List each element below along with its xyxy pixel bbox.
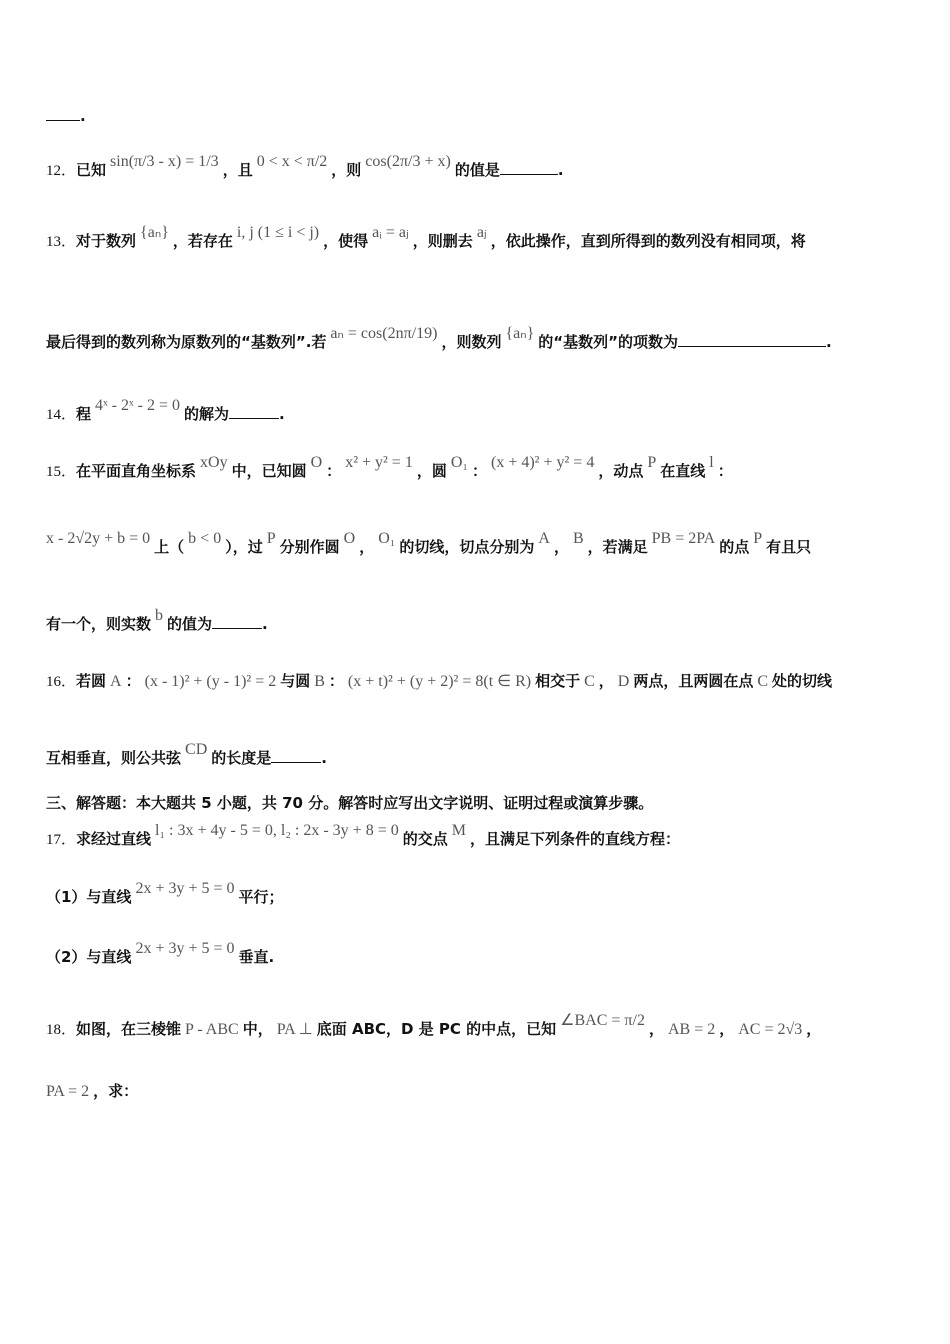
math-expression: ∠BAC = π/2 [560,1011,645,1029]
math-expression: xOy [200,453,228,471]
math-expression: l₁ : 3x + 4y - 5 = 0, l₂ : 2x - 3y + 8 = 0 [155,821,399,839]
question-15-line2: x - 2√2y + b = 0 上（ b < 0 ），过 P 分别作圆 O ， O₁ 的切线，切点分别为 A ， B ，若满足 PB = 2PA 的点 P 有且只 [46,529,812,556]
question-number: 18． [46,1022,77,1038]
question-14: 14．程 4ˣ - 2ˣ - 2 = 0 的解为 . [46,396,285,423]
math-expression: sin(π/3 - x) = 1/3 [110,152,219,170]
math-expression: CD [185,740,208,758]
answer-blank [500,158,558,175]
math-expression: aₙ = cos(2nπ/19) [330,324,438,342]
question-17: 17．求经过直线 l₁ : 3x + 4y - 5 = 0, l₂ : 2x - 3y + 8 = 0 的交点 M ，且满足下列条件的直线方程： [46,821,680,848]
math-expression: M [451,821,466,839]
question-15-line3: 有一个，则实数 b 的值为 . [46,606,268,633]
math-expression: P [647,453,657,471]
math-expression: C [757,672,769,690]
section-3-header: 三、解答题：本大题共 5 小题，共 70 分。解答时应写出文字说明、证明过程或演算步骤。 [46,794,654,812]
math-expression: cos(2π/3 + x) [365,152,451,170]
question-18-line1: 18．如图，在三棱锥 P - ABC 中， PA ⊥ 底面 ABC，D 是 PC 的中点，已知 ∠BAC = π/2 ， AB = 2 ， AC = 2√3 ， [46,1018,910,1041]
math-expression: O₁ [450,453,468,471]
question-number: 14． [46,407,77,423]
math-expression: B [314,672,325,690]
math-expression: x² + y² = 1 [345,453,413,471]
math-expression: PA = 2 [46,1082,90,1100]
question-number: 12． [46,163,77,179]
math-expression: b [155,606,164,624]
question-number: 16． [46,674,77,690]
math-expression: aⱼ [476,223,487,241]
math-expression: aᵢ = aⱼ [372,223,409,241]
answer-blank [271,746,321,763]
math-expression: (x - 1)² + (y - 1)² = 2 [144,672,277,690]
question-number: 13． [46,234,77,250]
question-12: 12．已知 sin(π/3 - x) = 1/3 ，且 0 < x < π/2 ，则 cos(2π/3 + x) 的值是 . [46,152,564,179]
math-expression: PB = 2PA [651,529,716,547]
math-expression: x - 2√2y + b = 0 [46,529,151,547]
math-expression: AB = 2 [667,1020,716,1038]
question-13-line2: 最后得到的数列称为原数列的“基数列”.若 aₙ = cos(2nπ/19) ，则数列 {aₙ} 的“基数列”的项数为 . [46,324,832,351]
math-expression: PA ⊥ [276,1020,313,1038]
math-expression: A [538,529,550,547]
answer-blank [46,104,80,121]
question-16-line1: 16．若圆 A ： (x - 1)² + (y - 1)² = 2 与圆 B ： (x + t)² + (y + 2)² = 8(t ∈ R) 相交于 C ， D 两点，且两圆在点 C 处的切线 [46,670,910,693]
math-expression: C [584,672,595,690]
math-expression: (x + 4)² + y² = 4 [491,453,595,471]
question-17-part1: （1）与直线 2x + 3y + 5 = 0 平行； [46,879,284,906]
math-expression: 2x + 3y + 5 = 0 [135,879,235,897]
question-17-part2: （2）与直线 2x + 3y + 5 = 0 垂直. [46,939,275,966]
question-number: 15． [46,464,77,480]
question-number: 17． [46,832,77,848]
math-expression: P [753,529,763,547]
math-expression: P [266,529,276,547]
question-18-line2: PA = 2 ，求： [46,1080,910,1103]
answer-blank [678,330,826,347]
math-expression: 0 < x < π/2 [256,152,328,170]
math-expression: D [617,672,630,690]
math-expression: 4ˣ - 2ˣ - 2 = 0 [95,396,180,414]
math-expression: l [709,453,714,471]
math-expression: {aₙ} [140,223,169,241]
question-16-line2: 互相垂直，则公共弦 CD 的长度是 . [46,740,327,767]
math-expression: 2x + 3y + 5 = 0 [135,939,235,957]
prev-answer-line: . [46,104,910,127]
math-expression: i, j (1 ≤ i < j) [236,223,320,241]
question-13-line1: 13．对于数列 {aₙ} ，若存在 i, j (1 ≤ i < j) ，使得 aᵢ = aⱼ ，则删去 aⱼ ，依此操作，直到所得到的数列没有相同项，将 [46,223,806,250]
math-expression: A [110,672,122,690]
math-expression: AC = 2√3 [738,1020,803,1038]
math-expression: {aₙ} [505,324,535,342]
math-expression: O₁ [378,529,396,547]
answer-blank [212,612,262,629]
answer-blank [229,402,279,419]
math-expression: B [572,529,584,547]
math-expression: O [310,453,323,471]
math-expression: b < 0 [188,529,222,547]
math-expression: P - ABC [185,1020,239,1038]
math-expression: (x + t)² + (y + 2)² = 8(t ∈ R) [347,672,532,690]
question-15-line1: 15．在平面直角坐标系 xOy 中，已知圆 O ： x² + y² = 1 ，圆 O₁ ： (x + 4)² + y² = 4 ，动点 P 在直线 l ： [46,453,733,480]
math-expression: O [343,529,356,547]
